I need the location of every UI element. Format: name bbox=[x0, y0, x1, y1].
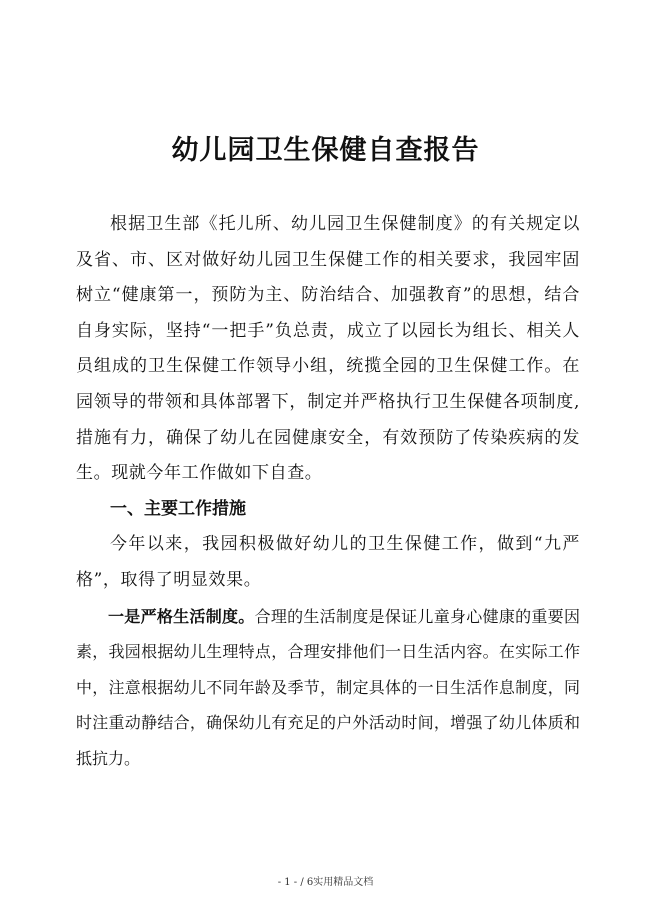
intro-paragraph: 根据卫生部《托儿所、幼儿园卫生保健制度》的有关规定以及省、市、区对做好幼儿园卫生保健工作的相关要求，我园牢固树立“健康第一，预防为主、防治结合、加强教育”的思想，结合自身实际，坚持“一把手”负总责，成立了以园长为组长、相关人员组成的卫生保健工作领导小组，统揽全园的卫生保健工作。在园领导的带领和具体部署下，制定并严格执行卫生保健各项制度,措施有力，确保了幼儿在园健康安全，有效预防了传染疾病的发生。现就今年工作做如下自查。 bbox=[76, 214, 580, 484]
page-title: 幼儿园卫生保健自查报告 bbox=[171, 135, 480, 166]
section-intro-paragraph: 今年以来，我园积极做好幼儿的卫生保健工作，做到“九严格”，取得了明显效果。 bbox=[76, 534, 580, 590]
item1-lead: 一是严格生活制度。 bbox=[108, 606, 255, 626]
section-heading: 一、主要工作措施 bbox=[110, 498, 246, 519]
document-body bbox=[76, 207, 580, 777]
page-footer: - 1 - / 6实用精品文档 bbox=[277, 877, 374, 888]
item1-body: 合理的生活制度是保证儿童身心健康的重要因素，我园根据幼儿生理特点，合理安排他们一日生活内容。在实际工作中，注意根据幼儿不同年龄及季节，制定具体的一日生活作息制度，同时注重动静结合，确保幼儿有充足的户外活动时间，增强了幼儿体质和抵抗力。 bbox=[76, 606, 580, 768]
item1-paragraph bbox=[76, 599, 580, 777]
